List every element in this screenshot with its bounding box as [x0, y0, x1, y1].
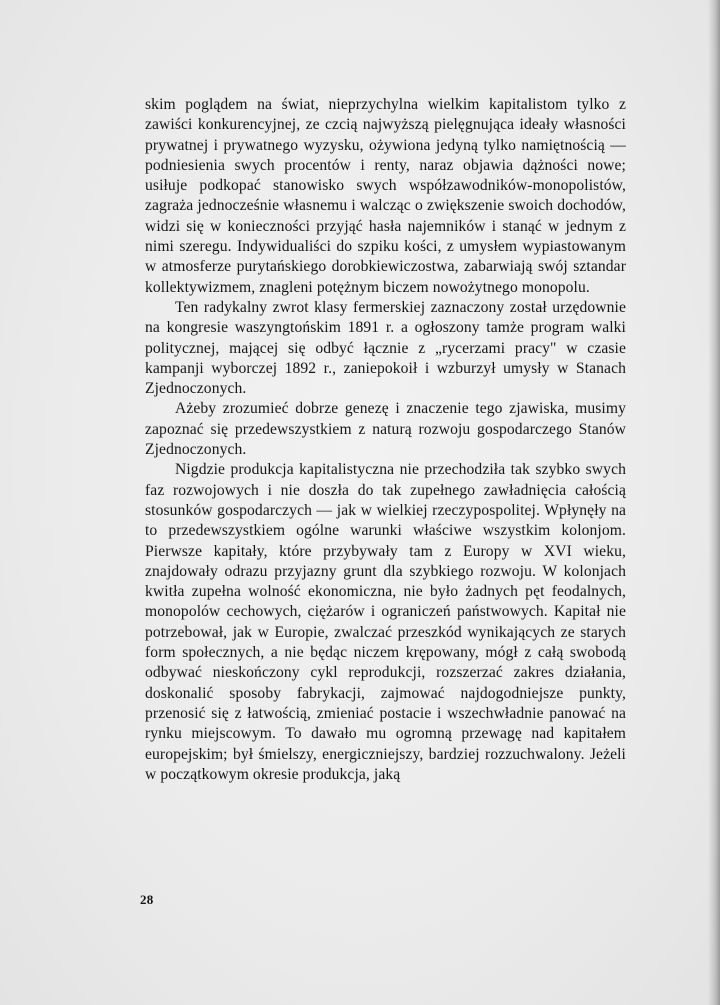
page-edge-shadow [708, 0, 720, 1005]
paragraph-continuation: skim poglądem na świat, nieprzychylna wielkim kapitalistom tylko z zawiści konkurencyjnej, ze czcią najwyższą pielęgnująca ideały własności prywatnej i prywatnego wyzysku, ożywiona jedyną tylko namiętnością — podniesienia swych procentów i renty, naraz objawia dążności nowe; usiłuje podkopać stanowisko swych współzawodników-monopolistów, zagraża jednocześnie własnemu i walcząc o zwiększenie swoich dochodów, widzi się w konieczności przyjąć hasła najemników i stanąć w jednym z nimi szeregu. Indywidualiści do szpiku kości, z umysłem wypiastowanym w atmosferze purytańskiego dorobkiewiczostwa, zabarwiają swój sztandar kollektywizmem, znagleni potężnym biczem nowożytnego monopolu. [145, 96, 626, 296]
page-number: 28 [140, 892, 154, 907]
paragraph-radical-turn: Ten radykalny zwrot klasy fermerskiej zaznaczony został urzędownie na kongresie waszyngtońskim 1891 r. a ogłoszony tamże program walki politycznej, mającej się odbyć łącznie z „rycerzami pracy" w czasie kampanji wyborczej 1892 r., zaniepokoił i wzburzył umysły w Stanach Zjednoczonych. [145, 298, 626, 398]
paragraph-genesis: Ażeby zrozumieć dobrze genezę i znaczenie tego zjawiska, musimy zapoznać się przedewszystkiem z naturą rozwoju gospodarczego Stanów Zjednoczonych. [145, 400, 626, 459]
paragraph-capitalist-production: Nigdzie produkcja kapitalistyczna nie przechodziła tak szybko swych faz rozwojowych i nie doszła do tak zupełnego zawładnięcia całością stosunków gospodarczych — jak w wielkiej rzeczypospolitej. Wpłynęły na to przedewszystkiem ogólne warunki właściwe wszystkim kolonjom. Pierwsze kapitały, które przybywały tam z Europy w XVI wieku, znajdowały odrazu przyjazny grunt dla szybkiego rozwoju. W kolonjach kwitła zupełna wolność ekonomiczna, nie było żadnych pęt feodalnych, monopolów cechowych, ciężarów i ograniczeń państwowych. Kapitał nie potrzebował, jak w Europie, zwalczać przeszkód wynikających ze starych form społecznych, a nie będąc niczem krępowany, mógł z całą swobodą odbywać nieskończony cykl reprodukcji, rozszerzać zakres działania, doskonalić sposoby fabrykacji, zajmować najdogodniejsze punkty, przenosić się z łatwością, zmieniać postacie i wszechwładnie panować na rynku miejscowym. To dawało mu ogromną przewagę nad kapitałem europejskim; był śmielszy, energiczniejszy, bardziej rozzuchwalony. Jeżeli w początkowym okresie produkcja, jaką [145, 461, 626, 783]
body-text [145, 95, 626, 785]
